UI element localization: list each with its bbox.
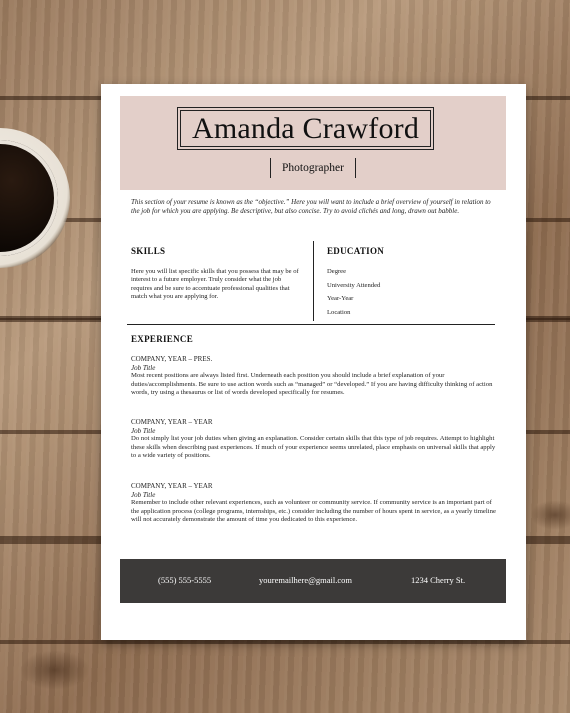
- education-item: University Attended: [327, 281, 381, 289]
- education-item: Degree: [327, 268, 347, 275]
- job-description: Do not simply list your job duties when giving an explanation. Consider certain skills that this type of job requires. Attempt to highlight these skills when describing past experiences. If much of your experience seems unrelated, place emphasis on universal skills that apply to a wide variety of positions.: [131, 435, 496, 460]
- job-company: COMPANY, YEAR – YEAR: [131, 418, 213, 426]
- experience-heading: EXPERIENCE: [131, 334, 194, 344]
- footer-address: 1234 Cherry St.: [411, 575, 466, 585]
- job-entry: [131, 482, 499, 525]
- section-divider: [127, 324, 495, 325]
- job-title: Job Title: [131, 426, 156, 435]
- job-title: Job Title: [131, 363, 156, 372]
- skills-text: Here you will list specific skills that you possess that may be of interest to a future employer. Truly consider what the job requires and be sure to accentuate professional qualities that match what you are applying for.: [131, 268, 299, 300]
- resume-role: Photographer: [270, 158, 356, 178]
- resume-page: [101, 84, 526, 640]
- job-description: Remember to include other relevant experiences, such as volunteer or community service. If community service is an important part of the application process (college programs, internships, etc.) consider including the number of hours spent in service, as a yearly timeline will not accurately demonstrate the amount of time you dedicated to this experience.: [131, 499, 496, 524]
- wood-knot: [20, 650, 90, 690]
- skills-heading: SKILLS: [131, 246, 166, 256]
- objective-text: This section of your resume is known as the “objective.” Here you will want to include a brief overview of yourself in relation to the job for which you are applying. Be descriptive, but also concise. Try to avoid clichés and long, drawn out babble.: [131, 198, 491, 216]
- education-item: Year-Year: [327, 295, 354, 302]
- wood-knot: [530, 500, 570, 530]
- footer-phone: (555) 555-5555: [158, 575, 212, 585]
- job-company: COMPANY, YEAR – PRES.: [131, 355, 213, 363]
- education-heading: EDUCATION: [327, 246, 385, 256]
- footer-email: youremailhere@gmail.com: [259, 575, 353, 585]
- wood-board-seam: [0, 640, 570, 644]
- job-title: Job Title: [131, 490, 156, 499]
- header-band: [120, 96, 506, 190]
- resume-name: Amanda Crawford: [191, 111, 420, 145]
- education-item: Location: [327, 308, 351, 316]
- contact-footer: [120, 559, 506, 603]
- job-company: COMPANY, YEAR – YEAR: [131, 482, 213, 490]
- column-divider: [313, 241, 314, 321]
- job-description: Most recent positions are always listed first. Underneath each position you should include a brief explanation of your duties/accomplishments. Be sure to use action words such as “managed” or “developed.” If you are having difficulty thinking of action words, try using a thesaurus or list of words developed specifically for resumes.: [131, 372, 493, 397]
- job-entry: [131, 355, 499, 398]
- job-entry: [131, 418, 499, 461]
- education-list: [327, 267, 477, 321]
- name-frame: [177, 107, 434, 150]
